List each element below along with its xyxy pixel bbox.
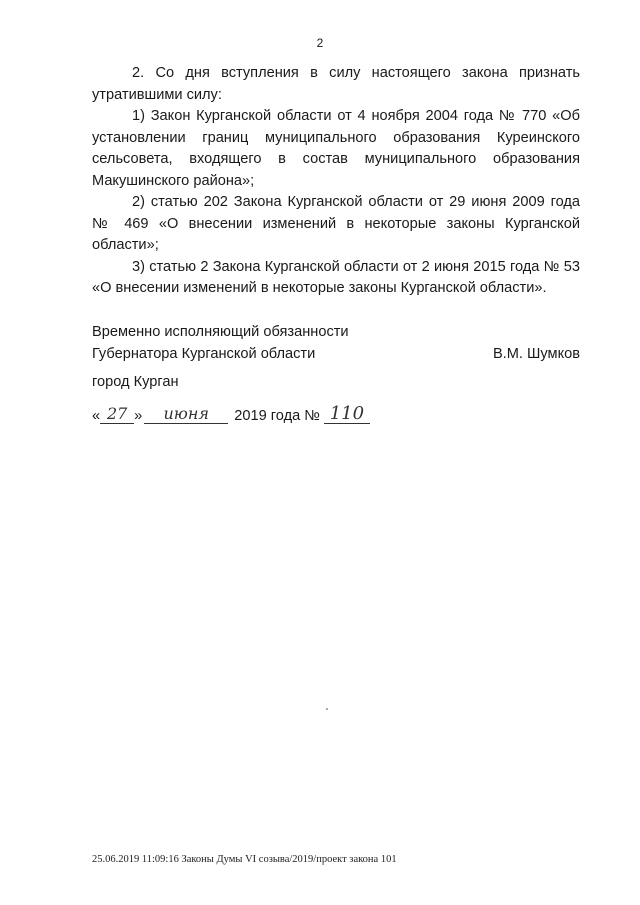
date-year-text: 2019 года № <box>234 408 320 424</box>
scan-speck <box>326 708 328 710</box>
date-open-quote: « <box>92 408 101 424</box>
signatory-title-line2: Губернатора Курганской области <box>92 345 316 362</box>
signatory-title-line1: Временно исполняющий обязанности <box>92 324 349 340</box>
paragraph-item-3: 3) статью 2 Закона Курганской области от 2 июня 2015 года № 53 «О внесении изменений в некоторые законы Курганской области». <box>92 258 580 296</box>
paragraph-item-2: 2) статью 202 Закона Курганской области от 29 июня 2009 года № 469 «О внесении изменений в некоторые законы Курганской области»; <box>92 194 580 253</box>
handwritten-day: 27 <box>100 405 134 424</box>
paragraph-item-1: 1) Закон Курганской области от 4 ноября 2004 года № 770 «Об установлении границ муниципального образования Куреинского сельсовета, входящего в состав муниципального образования Макушинского района»; <box>92 108 580 189</box>
date-line <box>92 405 370 424</box>
handwritten-month: июня <box>144 405 228 424</box>
law-body <box>92 63 580 300</box>
document-footer: 25.06.2019 11:09:16 Законы Думы VI созыва/2019/проект закона 101 <box>92 854 397 865</box>
paragraph-main-clause: 2. Со дня вступления в силу настоящего закона признать утратившими силу: <box>92 65 580 103</box>
city-name: город Курган <box>92 374 179 390</box>
handwritten-law-number: 110 <box>324 405 370 424</box>
signatory-name: В.М. Шумков <box>492 345 580 362</box>
signature-line <box>92 344 580 366</box>
date-close-quote: » <box>134 408 143 424</box>
signature-block <box>92 322 580 365</box>
page-number: 2 <box>316 36 324 50</box>
